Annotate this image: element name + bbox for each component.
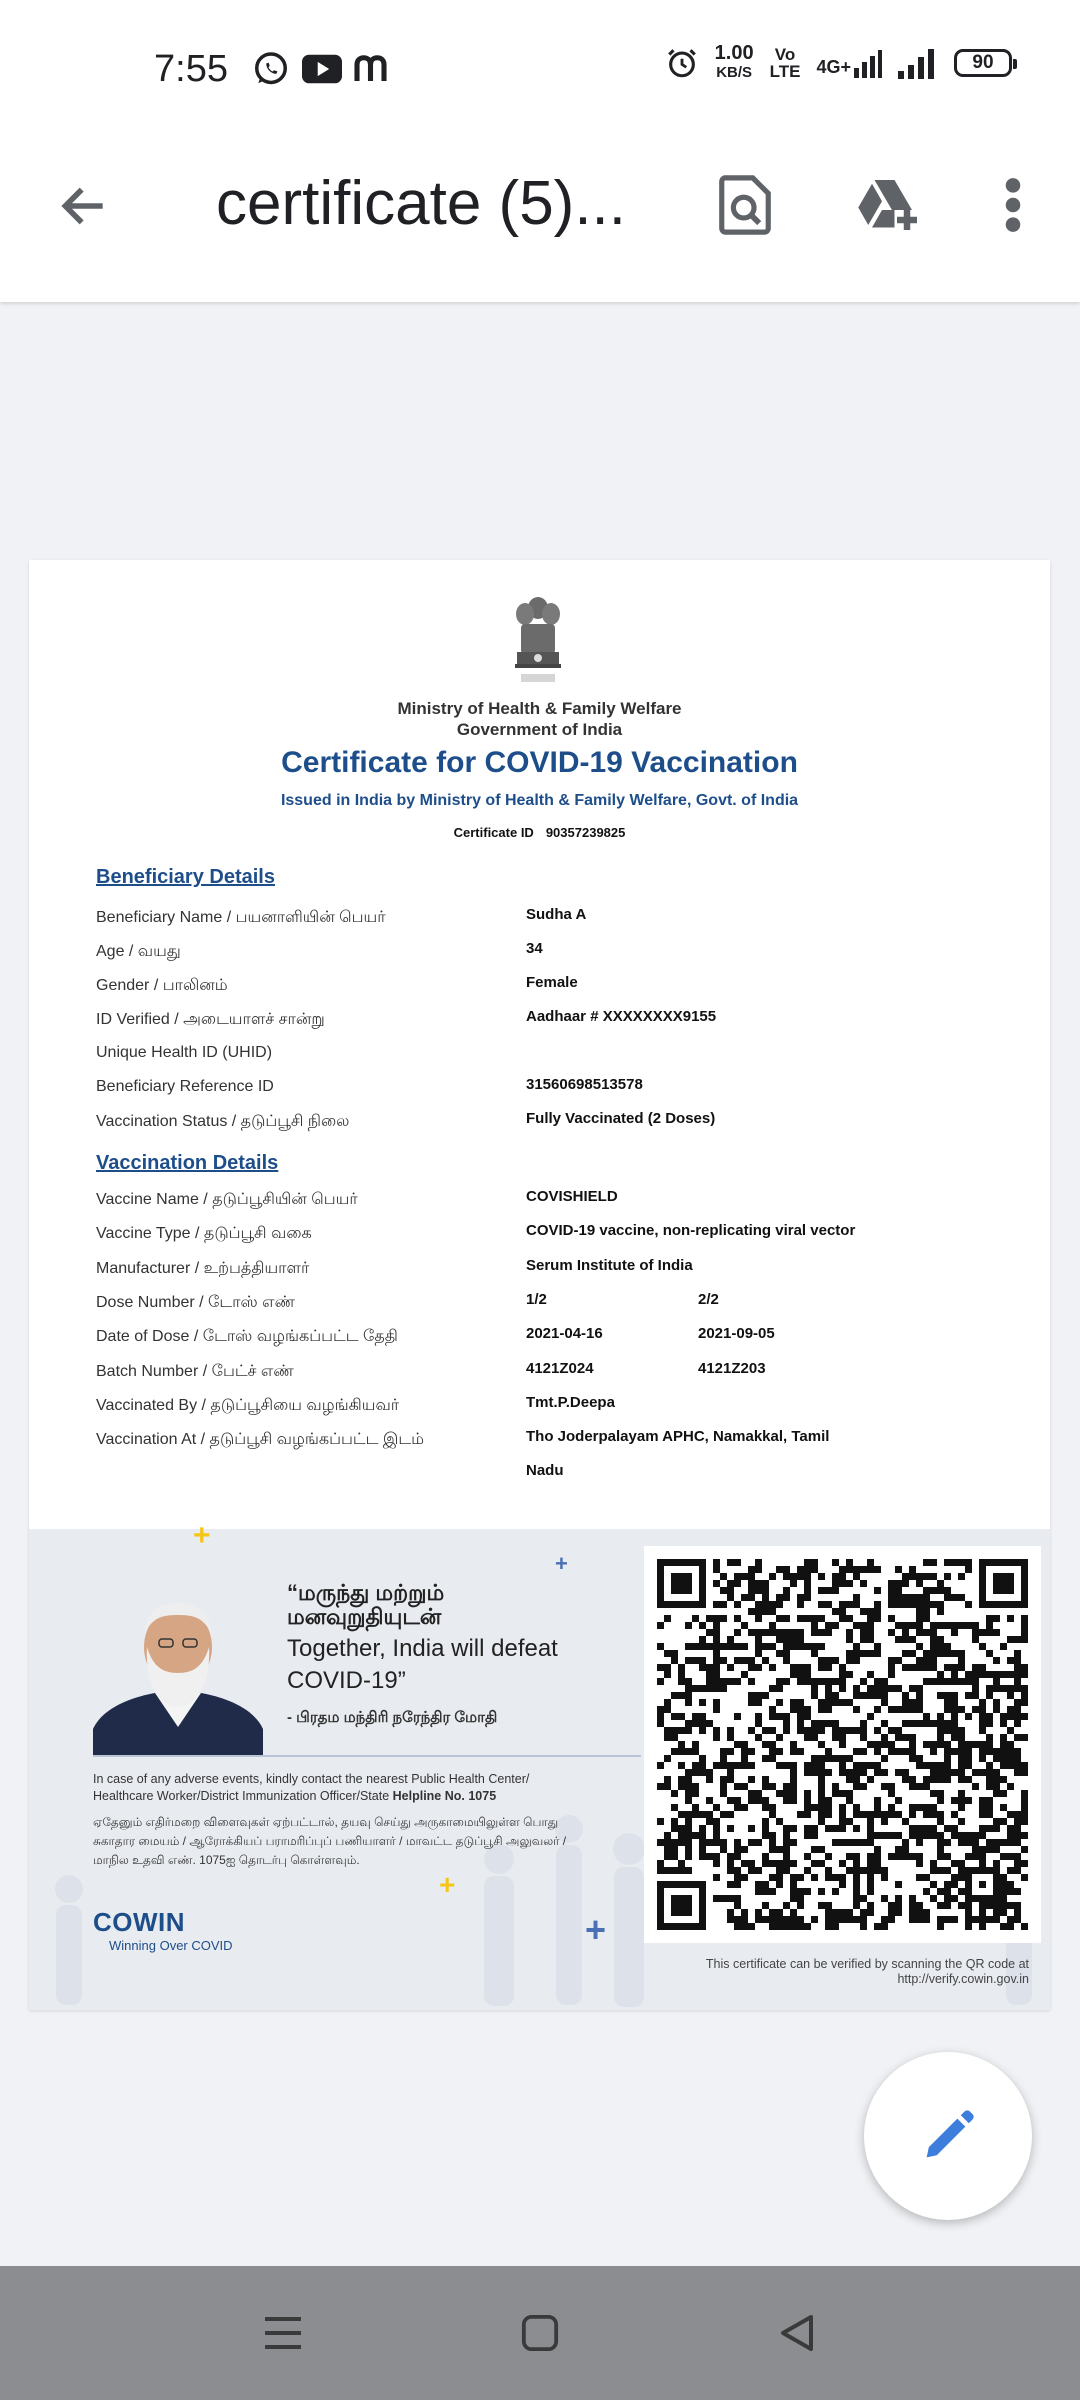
document-title: certificate (5)... (216, 169, 626, 238)
battery-indicator: 90 (954, 49, 1012, 77)
detail-label: Beneficiary Name / பயனாளியின் பெயர் (96, 909, 386, 926)
adverse-en-line-2: Healthcare Worker/District Immunization Officer/State (93, 1789, 393, 1803)
cowin-logo (93, 1907, 233, 1953)
detail-label: ID Verified / அடையாளச் சான்று (96, 1011, 325, 1028)
quote-tamil-line-2: மனவுறுதியுடன் (287, 1604, 442, 1629)
detail-value: Serum Institute of India (526, 1256, 693, 1274)
signal-4g (816, 48, 882, 78)
quote-english (287, 1633, 607, 1697)
document-search-icon (716, 174, 774, 236)
verify-note-line-1: This certificate can be verified by scanning the QR code at (705, 1957, 1029, 1971)
detail-value: 34 (526, 940, 543, 957)
cowin-tagline: Winning Over COVID (109, 1938, 233, 1953)
drive-add-icon (852, 177, 922, 233)
adverse-en-line-1: In case of any adverse events, kindly contact the nearest Public Health Center/ (93, 1772, 530, 1786)
save-to-drive-button[interactable] (842, 160, 932, 250)
detail-label: Date of Dose / டோஸ் வழங்கப்பட்ட தேதி (96, 1328, 398, 1346)
pdf-page (29, 560, 1050, 2010)
edit-fab-button[interactable] (864, 2052, 1032, 2220)
detail-value: COVID-19 vaccine, non-replicating viral vector (526, 1222, 856, 1240)
qr-finder-pattern (657, 1881, 706, 1930)
notification-icons (252, 50, 390, 88)
detail-label: Manufacturer / உற்பத்தியாளர் (96, 1259, 310, 1277)
more-options-button[interactable] (968, 160, 1058, 250)
detail-value: Sudha A (526, 906, 587, 923)
helpline-number: Helpline No. 1075 (392, 1789, 497, 1803)
more-vert-icon (1003, 177, 1023, 233)
adverse-events-english (93, 1771, 613, 1805)
qr-finder-pattern (965, 1867, 1000, 1902)
detail-value-dose-2: 4121Z203 (698, 1359, 766, 1377)
verify-url: http://verify.cowin.gov.in (897, 1972, 1029, 1986)
whatsapp-icon (252, 50, 290, 88)
arrow-back-icon (56, 178, 112, 234)
network-speed-unit: KB/S (716, 64, 753, 81)
detail-value: 4121Z024 (526, 1359, 594, 1377)
vaccination-location-continued: Nadu (526, 1462, 564, 1479)
certificate-issued-by: Issued in India by Ministry of Health & Family Welfare, Govt. of India (280, 792, 799, 809)
back-nav-button[interactable] (762, 2298, 832, 2368)
detail-value: Female (526, 974, 578, 991)
detail-value: Tho Joderpalayam APHC, Namakkal, Tamil (526, 1428, 830, 1446)
menu-icon (263, 2315, 303, 2351)
adverse-ta-line-2: சுகாதார மையம் / ஆரோக்கியப் பராமரிப்புப் பணியாளர் / மாவட்ட தடுப்பூசி அலுவலர் / (93, 1834, 567, 1848)
network-speed-value: 1.00 (714, 42, 754, 64)
quote-tamil-line-1: “மருந்து மற்றும் (287, 1580, 445, 1605)
detail-label: Vaccinated By / தடுப்பூசியை வழங்கியவர் (96, 1396, 400, 1414)
detail-value-dose-2: 2021-09-05 (698, 1325, 775, 1343)
ministry-line-2: Government of India (456, 720, 623, 739)
national-emblem-icon (507, 594, 569, 688)
messenger-m-icon (354, 54, 390, 84)
detail-value: 1/2 (526, 1290, 547, 1308)
detail-value: Fully Vaccinated (2 Doses) (526, 1110, 716, 1127)
qr-code-icon (657, 1559, 1028, 1930)
decorative-plus-icon: + (193, 1519, 211, 1552)
detail-value: Aadhaar # XXXXXXXX9155 (526, 1008, 717, 1025)
pencil-icon (916, 2104, 980, 2168)
adverse-ta-line-1: ஏதேனும் எதிர்மறை விளைவுகள் ஏற்பட்டால், தயவு செய்து அருகாமையிலுள்ள பொது (93, 1815, 559, 1829)
network-speed (715, 44, 754, 82)
detail-value: COVISHIELD (526, 1188, 618, 1205)
verify-note (629, 1957, 1029, 1987)
youtube-icon (302, 54, 342, 84)
detail-value: Tmt.P.Deepa (526, 1393, 615, 1411)
certificate-title: Certificate for COVID-19 Vaccination (281, 746, 798, 779)
volte-top: Vo (774, 45, 796, 64)
quote-tamil (287, 1581, 517, 1629)
adverse-ta-line-3: மாநில உதவி எண். 1075ஐ தொடர்பு கொள்ளவும். (93, 1853, 360, 1867)
qr-code (644, 1546, 1041, 1943)
detail-label: Dose Number / டோஸ் எண் (96, 1293, 295, 1311)
detail-value: 2021-04-16 (526, 1325, 603, 1343)
detail-label: Batch Number / பேட்ச் எண் (96, 1362, 294, 1380)
signal-bars-2-icon (898, 47, 938, 79)
detail-label: Age / வயது (96, 943, 181, 960)
qr-finder-pattern (979, 1559, 1028, 1608)
ministry-line-1: Ministry of Health & Family Welfare (397, 699, 682, 718)
prime-minister-portrait (93, 1589, 263, 1757)
quote-english-line-1: Together, India will defeat (287, 1635, 558, 1662)
app-bar (0, 140, 1080, 302)
detail-label: Unique Health ID (UHID) (96, 1044, 273, 1061)
detail-label: Vaccination At / தடுப்பூசி வழங்கப்பட்ட இடம் (96, 1431, 424, 1449)
signal-bars-icon (854, 48, 882, 78)
vaccination-details-heading: Vaccination Details (96, 1152, 279, 1174)
detail-label: Beneficiary Reference ID (96, 1078, 274, 1095)
status-time: 7:55 (154, 48, 228, 90)
beneficiary-details-heading: Beneficiary Details (96, 866, 275, 888)
detail-label: Vaccine Type / தடுப்பூசி வகை (96, 1225, 312, 1243)
footer-divider (93, 1755, 641, 1757)
system-status (665, 44, 1012, 82)
alarm-icon (665, 46, 699, 80)
cowin-logo-text: COWIN (93, 1907, 186, 1937)
decorative-plus-icon: + (585, 1909, 607, 1950)
qr-finder-pattern (657, 1559, 706, 1608)
certificate-id (29, 825, 1050, 840)
find-in-document-button[interactable] (700, 160, 790, 250)
detail-label: Vaccine Name / தடுப்பூசியின் பெயர் (96, 1191, 358, 1208)
recent-apps-button[interactable] (248, 2298, 318, 2368)
network-type: 4G+ (816, 57, 851, 77)
certificate-id-label: Certificate ID (453, 825, 534, 840)
detail-label: Gender / பாலினம் (96, 977, 228, 994)
ministry-heading (29, 698, 1050, 740)
decorative-plus-icon: + (555, 1551, 568, 1576)
system-navigation-bar (0, 2266, 1080, 2400)
detail-value-dose-2: 2/2 (698, 1290, 719, 1308)
volte-bottom: LTE (769, 62, 801, 81)
home-square-icon (521, 2314, 559, 2352)
back-button[interactable] (48, 170, 120, 242)
detail-label: Vaccination Status / தடுப்பூசி நிலை (96, 1113, 350, 1130)
certificate-id-value: 90357239825 (545, 825, 626, 840)
detail-value: 31560698513578 (526, 1076, 643, 1093)
quote-english-line-2: COVID-19” (287, 1667, 406, 1694)
adverse-events-tamil (93, 1813, 633, 1870)
status-bar (0, 0, 1080, 140)
volte-indicator (770, 46, 801, 80)
quote-attribution: - பிரதம மந்திரி நரேந்திர மோதி (287, 1709, 498, 1726)
home-button[interactable] (505, 2298, 575, 2368)
certificate-footer (29, 1519, 1050, 2010)
back-triangle-icon (777, 2313, 817, 2353)
decorative-plus-icon: + (439, 1869, 456, 1900)
